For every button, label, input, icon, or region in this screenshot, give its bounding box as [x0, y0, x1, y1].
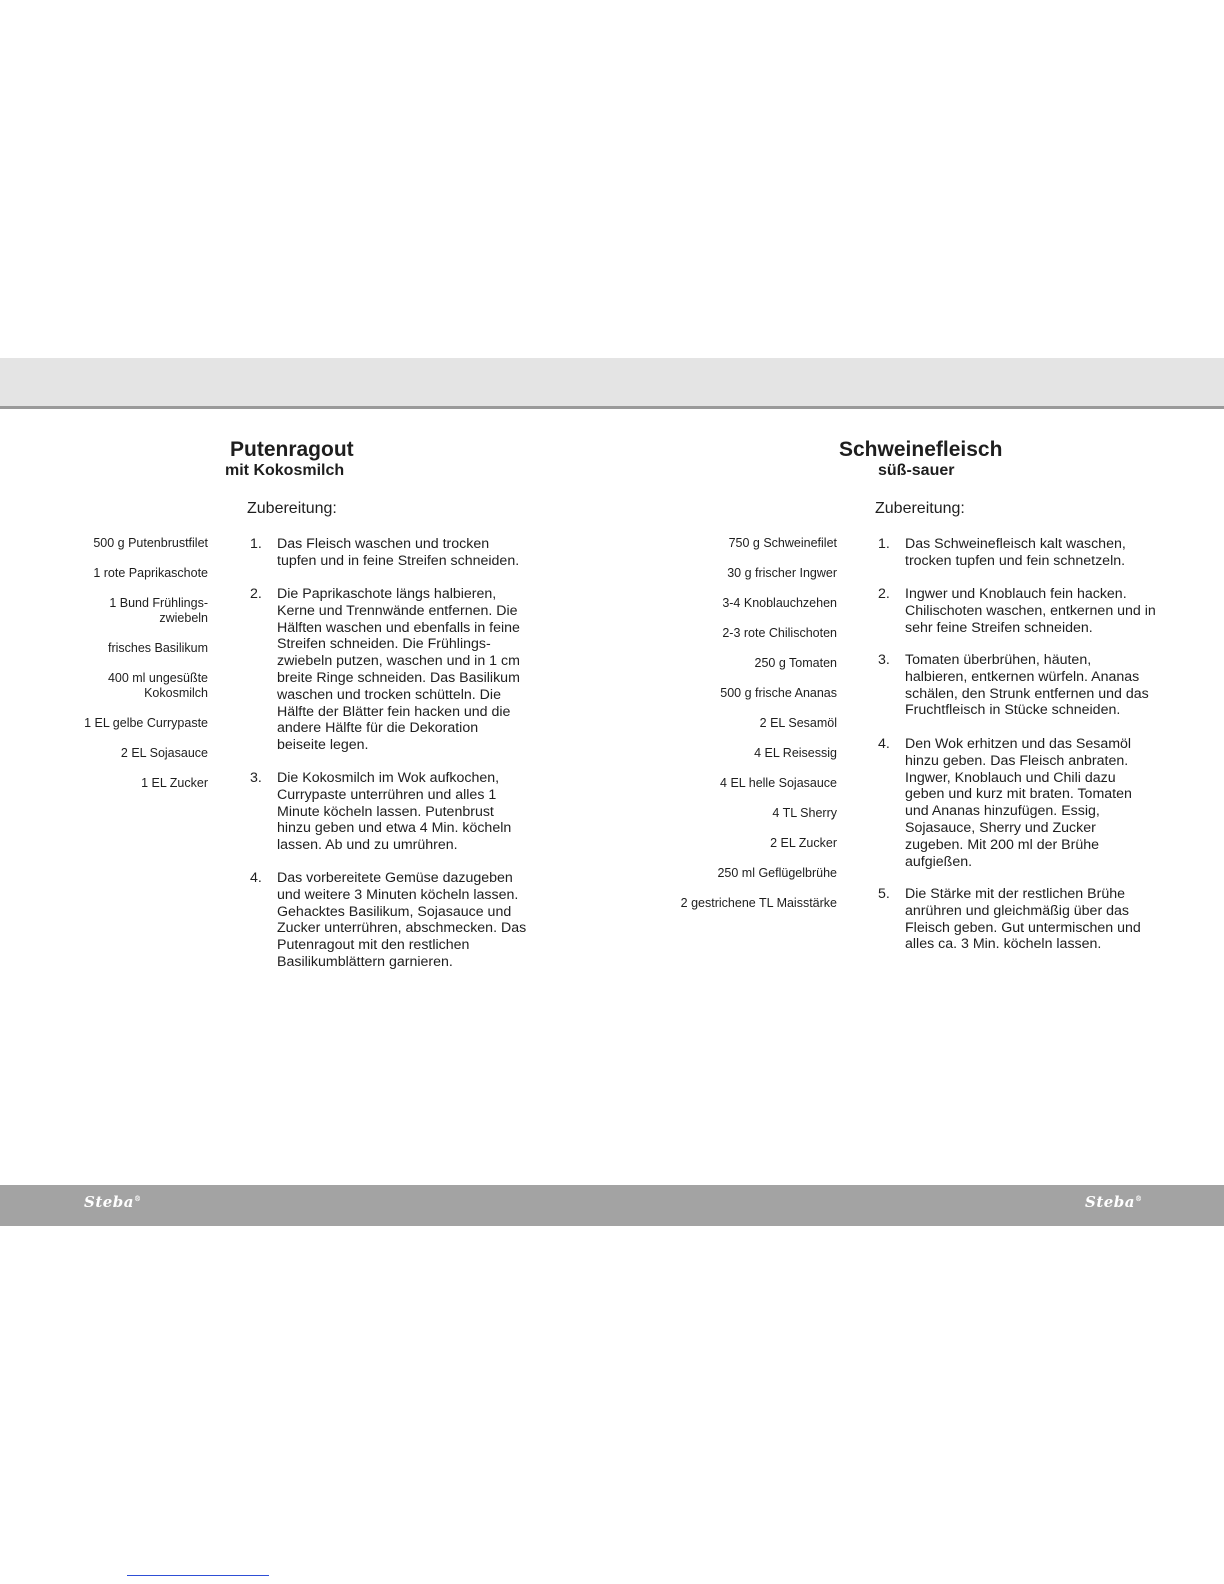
brand-logo-right: [1085, 1193, 1143, 1211]
step-number: 5.: [878, 886, 890, 902]
step-text: Das Schweinefleisch kalt waschen, trocken tupfen und fein schnetzeln.: [905, 536, 1126, 569]
ingredient-item: 2-3 rote Chilischoten: [722, 626, 837, 640]
registered-mark: ®: [134, 1194, 142, 1203]
step-text: Die Kokosmilch im Wok aufkochen, Currypaste unterrühren und alles 1 Minute köcheln lassen. Putenbrust hinzu geben und etwa 4 Min. köcheln lassen. Ab und zu umrühren.: [277, 770, 512, 854]
ingredient-item: 4 EL helle Sojasauce: [720, 776, 837, 790]
recipe-2-prep-label: Zubereitung:: [875, 500, 965, 517]
ingredient-item: 1 rote Paprikaschote: [93, 566, 208, 580]
ingredient-item: 4 EL Reisessig: [754, 746, 837, 760]
step-text: Die Stärke mit der restlichen Brühe anrühren und gleichmäßig über das Fleisch geben. Gut untermischen und alles ca. 3 Min. köcheln lassen.: [905, 886, 1141, 953]
ingredient-item: 1 EL Zucker: [141, 776, 208, 790]
step-number: 1.: [878, 536, 890, 552]
ingredient-item: 2 EL Sojasauce: [120, 746, 208, 760]
footer-band: [0, 1185, 1224, 1226]
step-number: 4.: [250, 870, 262, 886]
ingredient-item: 2 EL Sesamöl: [759, 716, 837, 730]
ingredient-item: 250 g Tomaten: [754, 656, 837, 670]
ingredient-item: 1 EL gelbe Currypaste: [84, 716, 208, 730]
step-number: 2.: [878, 586, 890, 602]
brand-logo-text: Steba: [1085, 1193, 1136, 1211]
recipe-1-prep-label: Zubereitung:: [247, 500, 337, 517]
step-text: Tomaten überbrühen, häuten, halbieren, entkernen würfeln. Ananas schälen, den Strunk entfernen und das Fruchtfleisch in Stücke schneiden.: [905, 652, 1149, 719]
step-text: Das vorbereitete Gemüse dazugeben und weitere 3 Minuten köcheln lassen. Gehacktes Basilikum, Sojasauce und Zucker unterrühren, abschmecken. Das Putenragout mit den restlichen Basilikumblättern garnieren.: [277, 870, 527, 970]
ingredient-item: 400 ml ungesüßte Kokosmilch: [107, 671, 208, 700]
step-text: Das Fleisch waschen und trocken tupfen und in feine Streifen schneiden.: [277, 536, 520, 569]
ingredient-item: 4 TL Sherry: [772, 806, 837, 820]
recipe-2-title: Schweinefleisch: [839, 438, 1003, 461]
ingredient-item: 1 Bund Frühlings- zwiebeln: [109, 596, 208, 625]
step-text: Die Paprikaschote längs halbieren, Kerne und Trennwände entfernen. Die Hälften waschen und ebenfalls in feine Streifen schneiden. Die Frühlings- zwiebeln putzen, waschen und in 1 cm breite Ringe schneiden. Das Basilikum waschen und trocken schütteln. Die Hälfte der Blätter fein hacken und die andere Hälfte für die Dekoration beiseite legen.: [277, 586, 520, 754]
ingredient-item: 500 g frische Ananas: [720, 686, 837, 700]
step-text: Den Wok erhitzen und das Sesamöl hinzu geben. Das Fleisch anbraten. Ingwer, Knoblauch und Chili dazu geben und kurz mit braten. Tomaten und Ananas hinzufügen. Essig, Sojasauce, Sherry und Zucker zugeben. Mit 200 ml der Brühe aufgießen.: [905, 736, 1132, 870]
ingredient-item: 30 g frischer Ingwer: [727, 566, 837, 580]
header-band: [0, 358, 1224, 409]
ingredient-item: 500 g Putenbrustfilet: [93, 536, 208, 550]
ingredient-item: 750 g Schweinefilet: [728, 536, 837, 550]
step-number: 2.: [250, 586, 262, 602]
registered-mark: ®: [1135, 1194, 1143, 1203]
step-number: 3.: [878, 652, 890, 668]
ingredient-item: 2 gestrichene TL Maisstärke: [680, 896, 837, 910]
step-number: 4.: [878, 736, 890, 752]
ingredient-item: frisches Basilikum: [107, 641, 208, 655]
brand-logo-text: Steba: [84, 1193, 135, 1211]
underline-mark: [127, 1575, 269, 1576]
ingredient-item: 250 ml Geflügelbrühe: [717, 866, 837, 880]
recipe-1-subtitle: mit Kokosmilch: [225, 462, 345, 479]
ingredient-item: 2 EL Zucker: [770, 836, 837, 850]
ingredient-item: 3-4 Knoblauchzehen: [722, 596, 837, 610]
recipe-1-title: Putenragout: [230, 438, 354, 461]
step-text: Ingwer und Knoblauch fein hacken. Chilischoten waschen, entkernen und in sehr feine Streifen schneiden.: [905, 586, 1156, 636]
step-number: 3.: [250, 770, 262, 786]
step-number: 1.: [250, 536, 262, 552]
recipe-2-subtitle: süß-sauer: [878, 462, 955, 479]
brand-logo-left: [84, 1193, 142, 1211]
